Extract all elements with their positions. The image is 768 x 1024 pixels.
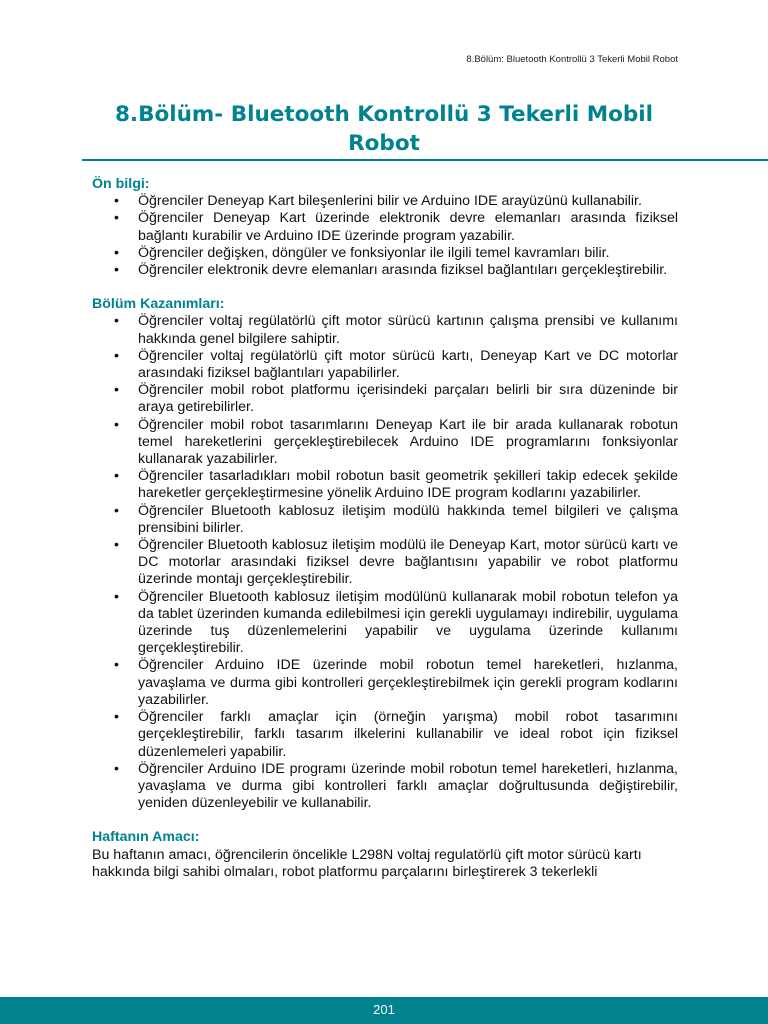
- kazanimlar-heading: Bölüm Kazanımları:: [92, 296, 225, 313]
- list-item: • Öğrenciler farklı amaçlar için (örneğin yarışma) mobil robot tasarımını gerçekleştirebilir, farklı tasarım ilkelerini kullanabilir ve ideal robot için fiziksel düzenlemeleri yapabilir.: [92, 709, 678, 761]
- on-bilgi-list: [92, 193, 678, 279]
- list-item: • Öğrenciler Bluetooth kablosuz iletişim modülü hakkında temel bilgileri ve çalışma prensibini bilirler.: [92, 503, 678, 537]
- list-item: • Öğrenciler elektronik devre elemanları arasında fiziksel bağlantıları gerçekleştirebilir.: [92, 262, 678, 279]
- list-item: • Öğrenciler Bluetooth kablosuz iletişim modülü ile Deneyap Kart, motor sürücü kartı ve DC motorlar arasındaki fiziksel devre bağlantısını yapabilir ve robot platformu üzerinde montajı gerçekleştirebilir.: [92, 537, 678, 589]
- list-item: • Öğrenciler Deneyap Kart bileşenlerini bilir ve Arduino IDE arayüzünü kullanabilir.: [92, 193, 678, 210]
- chapter-title: [80, 100, 688, 158]
- chapter-title-line-2: Robot: [348, 131, 420, 156]
- list-item: • Öğrenciler Bluetooth kablosuz iletişim modülünü kullanarak mobil robotun telefon ya da tablet üzerinden kumanda edilebilmesi için gerekli uygulamayı indirebilir, uygulama üzerinde tuş düzenlemelerini yapabilir ve uygulama üzerinde kullanımı gerçekleştirebilir.: [92, 589, 678, 658]
- list-item: • Öğrenciler Arduino IDE programı üzerinde mobil robotun temel hareketleri, hızlanma, yavaşlama ve durma gibi kontrolleri farklı amaçlar doğrultusunda değiştirebilir, yeniden düzenleyebilir ve kullanabilir.: [92, 761, 678, 813]
- list-item: • Öğrenciler Arduino IDE üzerinde mobil robotun temel hareketleri, hızlanma, yavaşlama ve durma gibi kontrolleri gerçekleştirebilmek için gerekli program kodlarını yazabilirler.: [92, 657, 678, 709]
- list-item: • Öğrenciler voltaj regülatörlü çift motor sürücü kartının çalışma prensibi ve kullanımı hakkında genel bilgilere sahiptir.: [92, 313, 678, 347]
- running-header: 8.Bölüm: Bluetooth Kontrollü 3 Tekerli Mobil Robot: [466, 54, 678, 65]
- section-spacer: [92, 812, 678, 829]
- list-item: • Öğrenciler değişken, döngüler ve fonksiyonlar ile ilgili temel kavramları bilir.: [92, 245, 678, 262]
- footer-bar: [0, 997, 768, 1024]
- kazanimlar-list: [92, 313, 678, 812]
- list-item: • Öğrenciler mobil robot platformu içerisindeki parçaları belirli bir sıra düzeninde bir araya getirebilirler.: [92, 382, 678, 416]
- title-divider: [82, 159, 768, 161]
- list-item: • Öğrenciler mobil robot tasarımlarını Deneyap Kart ile bir arada kullanarak robotun temel hareketlerini gerçekleştirebilecek Arduino IDE programlarını fonksiyonlar kullanarak yazabilirler.: [92, 417, 678, 469]
- list-item: • Öğrenciler tasarladıkları mobil robotun basit geometrik şekilleri takip edecek şekilde hareketler gerçekleştirmesine yönelik Arduino IDE program kodlarını yazabilirler.: [92, 468, 678, 502]
- section-spacer: [92, 279, 678, 296]
- on-bilgi-heading: Ön bilgi:: [92, 176, 150, 192]
- chapter-title-line-1: 8.Bölüm- Bluetooth Kontrollü 3 Tekerli Mobil: [114, 102, 654, 127]
- amac-paragraph: Bu haftanın amacı, öğrencilerin öncelikle L298N voltaj regulatörlü çift motor sürücü kartı hakkında bilgi sahibi olmaları, robot platformu parçalarını birleştirerek 3 tekerlekli: [92, 846, 642, 880]
- list-item: • Öğrenciler Deneyap Kart üzerinde elektronik devre elemanları arasında fiziksel bağlantı kurabilir ve Arduino IDE üzerinde program yazabilir.: [92, 210, 678, 244]
- page-number: 201: [373, 1002, 395, 1017]
- amac-heading: Haftanın Amacı:: [92, 829, 200, 846]
- list-item: • Öğrenciler voltaj regülatörlü çift motor sürücü kartı, Deneyap Kart ve DC motorlar arasındaki fiziksel bağlantıları yapabilirler.: [92, 348, 678, 382]
- page-content: [92, 176, 678, 881]
